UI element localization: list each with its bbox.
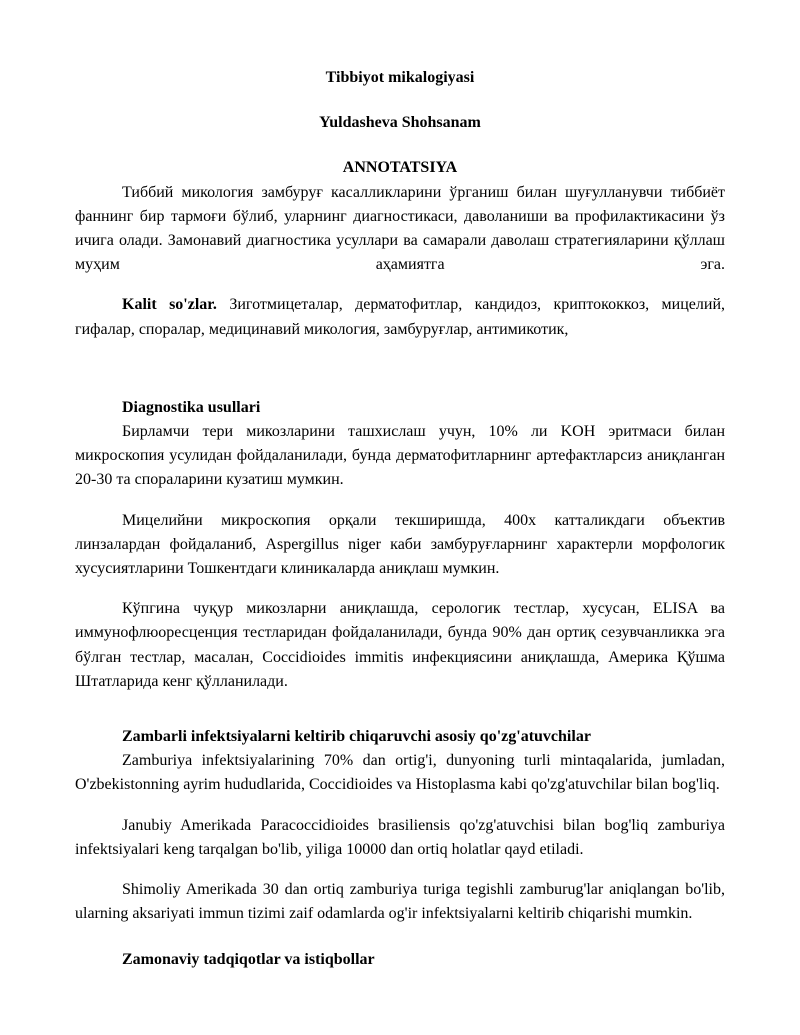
spacer [75,493,725,509]
keywords-label: Kalit so'zlar. [122,296,217,314]
annotation-heading: ANNOTATSIYA [342,159,458,177]
spacer [75,694,725,725]
section-paragraph: Zamburiya infektsiyalarining 70% dan ortig'i, dunyoning turli mintaqalarida, jumladan, O'zbekistonning ayrim hududlarida, Coccidioides va Histoplasma kabi qo'zg'atuvchilar bilan bog'liq. [75,752,725,794]
section-heading-pathogens: Zambarli infektsiyalarni keltirib chiqaruvchi asosiy qo'zg'atuvchilar [122,728,591,746]
keywords-paragraph [75,293,725,341]
document-body [75,66,725,973]
spacer [75,277,725,293]
spacer [75,926,725,948]
section-heading-research: Zamonaviy tadqiqotlar va istiqbollar [122,951,375,969]
keywords-text: Зиготмицеталар, дерматофитлар, кандидоз, криптококкоз, мицелий, гифалар, споралар, медицинавий микология, замбуруғлар, антимикотик, [75,296,726,338]
section-paragraph: Shimoliy Amerikada 30 dan ortiq zamburiya turiga tegishli zamburug'lar aniqlangan bo'lib, ularning aksariyati immun tizimi zaif odamlarda og'ir infektsiyalarni keltirib chiqarishi mumkin. [75,881,725,923]
section-heading-diagnostics: Diagnostika usullari [122,398,261,416]
spacer [75,798,725,814]
spacer [75,581,725,597]
author-name: Yuldasheva Shohsanam [319,114,481,132]
annotation-paragraph: Тиббий микология замбуруғ касалликларини ўрганиш билан шуғулланувчи тиббиёт фаннинг бир тармоғи бўлиб, уларнинг диагностикаси, даволаниши ва профилактикасини ўз ичига олади. Замонавий диагностика усуллари ва самарали даволаш стратегияларини қўллаш муҳим аҳамиятга эга. [75,183,725,274]
section-paragraph: Кўпгина чуқур микозларни аниқлашда, серологик тестлар, хусусан, ELISA ва иммунофлюоресценция тестларидан фойдаланилади, бунда 90% дан ортиқ сезувчанликка эга бўлган тестлар, масалан, Coccidioides immitis инфекциясини аниқлашда, Америка Қўшма Штатларида кенг қўлланилади. [75,600,725,690]
spacer [75,862,725,878]
section-paragraph: Бирламчи тери микозларини ташхислаш учун, 10% ли KOH эритмаси билан микроскопия усулидан фойдаланилади, бунда дерматофитларнинг артефактларсиз аниқланган 20-30 та спораларини кузатиш мумкин. [75,423,725,489]
subject-title: Tibbiyot mikalogiyasi [325,69,475,86]
section-paragraph: Мицелийни микроскопия орқали текширишда, 400x катталикдаги объектив линзалардан фойдаланиб, Aspergillus niger каби замбуруғларнинг характерли морфологик хусусиятларини Тошкентдаги клиникаларда аниқлаш мумкин. [75,511,725,578]
spacer [75,342,725,396]
section-paragraph: Janubiy Amerikada Paracoccidioides brasiliensis qo'zg'atuvchisi bilan bog'liq zamburiya infektsiyalari keng tarqalgan bo'lib, yiliga 10000 dan ortiq holatlar qayd etiladi. [75,816,725,858]
